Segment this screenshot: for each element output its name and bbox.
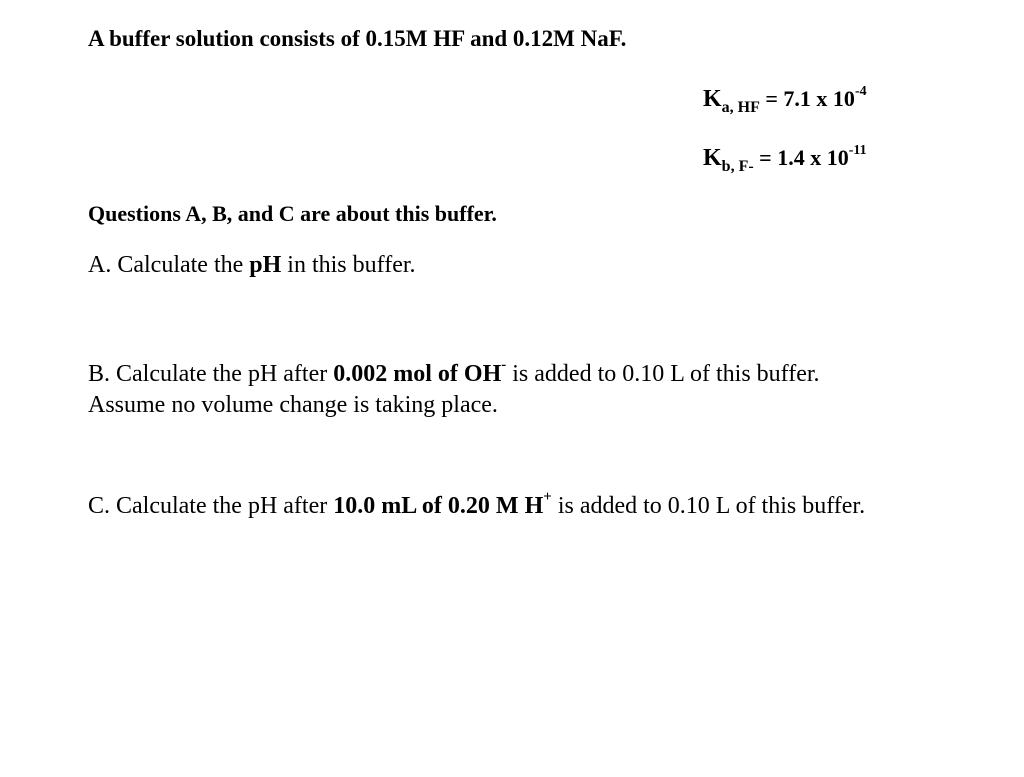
question-a-bold: pH (249, 252, 282, 278)
question-c-suffix: is added to 0.10 L of this buffer. (551, 493, 866, 519)
question-b-prefix: B. Calculate the pH after (88, 361, 334, 387)
question-a-prefix: A. Calculate the (88, 252, 250, 278)
question-b (88, 357, 820, 389)
question-b-suffix: is added to 0.10 L of this buffer. (506, 361, 820, 387)
question-c-bold: 10.0 mL of 0.20 M H (333, 493, 544, 519)
ka-value: = 7.1 x 10 (759, 86, 855, 111)
ka-symbol: K (703, 86, 722, 112)
question-c-superscript: + (543, 489, 552, 505)
ka-exponent: -4 (854, 84, 867, 99)
question-a-suffix: in this buffer. (281, 252, 416, 278)
problem-statement: A buffer solution consists of 0.15M HF and 0.12M NaF. (88, 26, 627, 51)
question-b-bold: 0.002 mol of OH (333, 361, 502, 387)
question-c-prefix: C. Calculate the pH after (88, 493, 334, 519)
kb-subscript: b, F- (721, 158, 754, 175)
kb-value: = 1.4 x 10 (753, 145, 849, 170)
kb-symbol: K (703, 145, 722, 171)
question-b-superscript: - (501, 357, 507, 373)
kb-constant (703, 143, 867, 176)
question-a (88, 252, 416, 280)
questions-header: Questions A, B, and C are about this buffer. (88, 201, 497, 226)
question-c (88, 489, 866, 521)
ka-constant (703, 84, 867, 117)
question-b-line-2: Assume no volume change is taking place. (88, 392, 498, 418)
ka-subscript: a, HF (721, 99, 760, 116)
kb-exponent: -11 (848, 143, 867, 158)
